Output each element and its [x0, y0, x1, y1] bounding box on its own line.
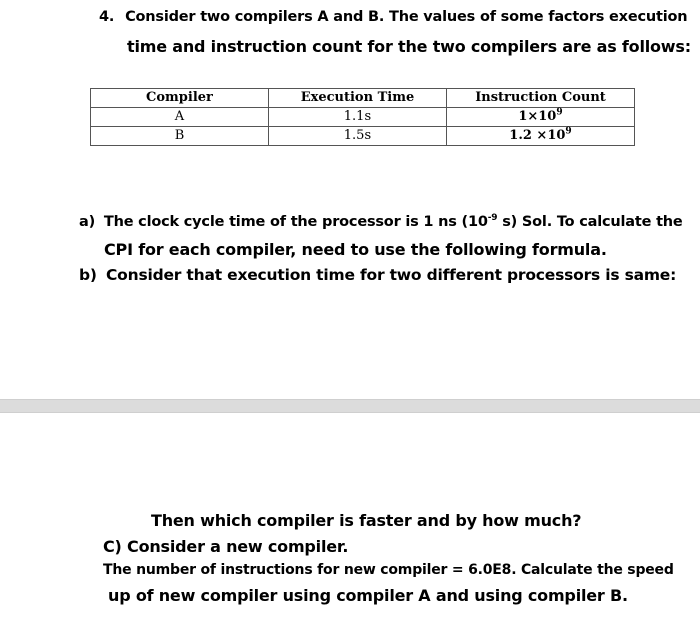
part-a-line-1	[79, 214, 683, 230]
cell-execution-time: 1.1s	[268, 108, 446, 127]
header-compiler: Compiler	[91, 89, 269, 108]
part-a-text-pre: The clock cycle time of the processor is 1 ns (10	[103, 214, 488, 230]
header-instruction-count: Instruction Count	[446, 89, 634, 108]
part-a-line-2: CPI for each compiler, need to use the following formula.	[104, 240, 607, 259]
part-b-label: b)	[79, 266, 97, 284]
compiler-table	[90, 88, 635, 146]
part-a-text-post: s) Sol. To calculate the	[497, 214, 683, 230]
followup-line-3: The number of instructions for new compiler = 6.0E8. Calculate the speed	[103, 562, 674, 578]
count-base: 1×10	[518, 109, 557, 124]
cell-instruction-count	[446, 108, 634, 127]
cell-instruction-count	[446, 127, 634, 146]
table-header-row	[91, 89, 635, 108]
part-a-exponent: -9	[487, 213, 498, 224]
followup-line-4: up of new compiler using compiler A and using compiler B.	[108, 586, 628, 605]
table-row	[91, 127, 635, 146]
followup-line-2: C) Consider a new compiler.	[103, 537, 349, 556]
table-row	[91, 108, 635, 127]
part-b-text: Consider that execution time for two different processors is same:	[105, 266, 677, 284]
cell-execution-time: 1.5s	[268, 127, 446, 146]
count-base: 1.2 ×10	[509, 128, 566, 143]
part-b-line-1	[79, 266, 676, 284]
section-divider	[0, 399, 700, 413]
header-execution-time: Execution Time	[268, 89, 446, 108]
question-number: 4.	[99, 9, 115, 25]
cell-compiler: B	[91, 127, 269, 146]
followup-line-1: Then which compiler is faster and by how much?	[151, 511, 582, 530]
question-line-2: time and instruction count for the two compilers are as follows:	[127, 37, 691, 56]
part-a-label: a)	[79, 214, 96, 230]
count-exponent: 9	[565, 126, 572, 137]
cell-compiler: A	[91, 108, 269, 127]
count-exponent: 9	[556, 107, 563, 118]
question-line-1	[99, 9, 687, 25]
question-text-1: Consider two compilers A and B. The values of some factors execution	[125, 9, 688, 25]
